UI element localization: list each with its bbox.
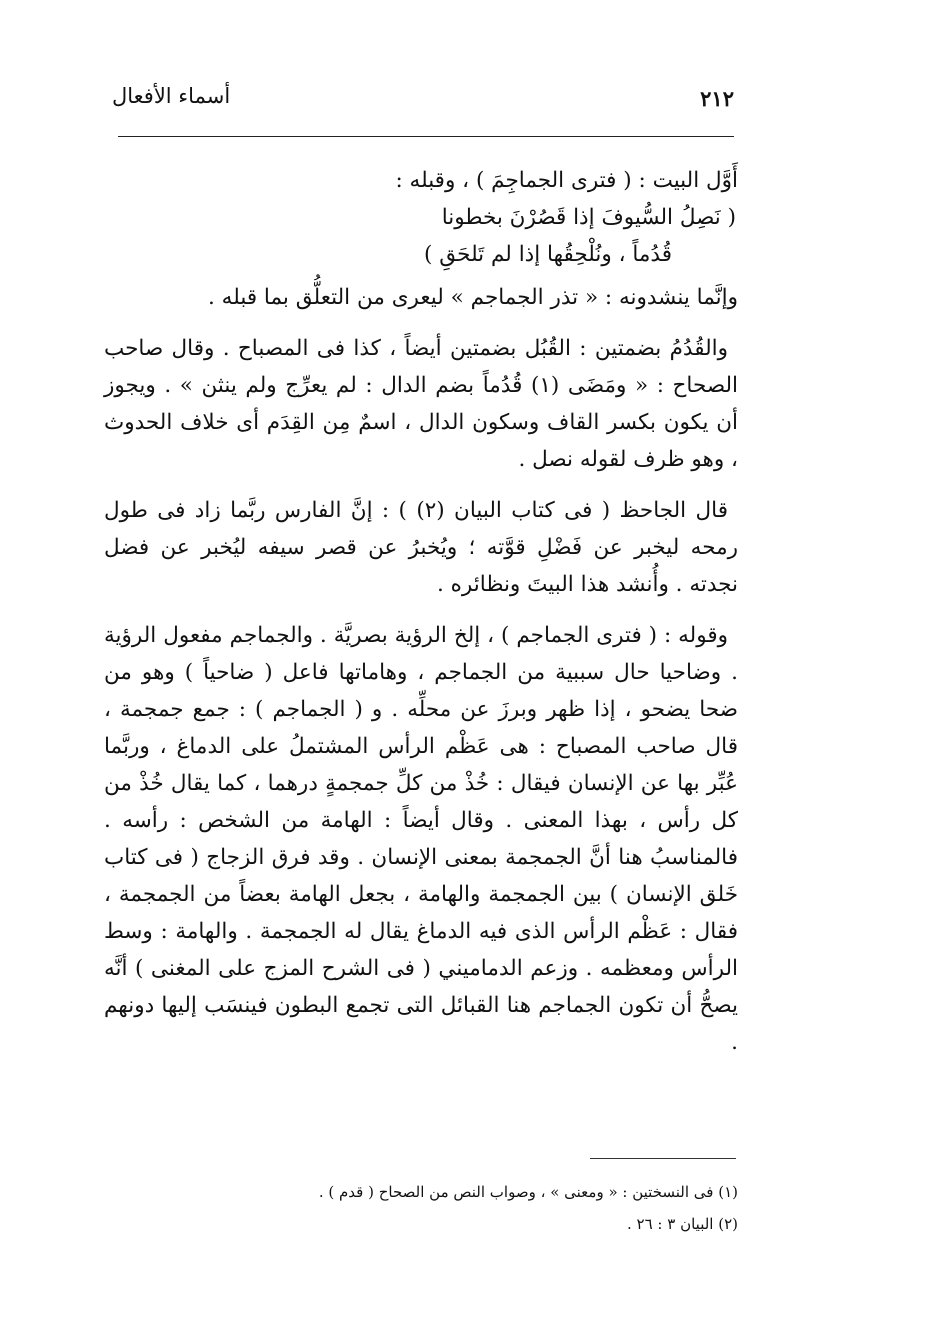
footnote-1: (١) فى النسختين : « ومعنى » ، وصواب النص من الصحاح ( قدم ) . [318,1183,738,1201]
page-header [112,78,734,118]
footnote-rule [590,1158,736,1159]
header-rule [118,136,734,137]
paragraph-qudum: والقُدُمُ بضمتين : القُبُل بضمتين أيضاً ، كذا فى المصباح . وقال صاحب الصحاح : « ومَضَى (١) قُدُماً بضم الدال : لم يعرِّج ولم ينثن » . ويجوز أن يكون بكسر القاف وسكون الدال ، اسمٌ مِن القِدَم أى خلاف الحدوث ، وهو ظرف لقوله نصل . [104,336,739,472]
verse-line-1: ( نَصِلُ السُّيوفَ إذا قَصُرْنَ بخطونا [441,205,736,230]
footnotes [190,1176,738,1240]
verse-line-2: قُدُماً ، ونُلْحِقُها إذا لم تَلحَقِ ) [424,242,672,267]
page-number: ٢١٢ [700,86,734,111]
running-title: أسماء الأفعال [112,84,231,108]
paragraph-jahiz: قال الجاحظ ( فى كتاب البيان (٢) ) : إنَّ الفارس ربَّما زاد فى طول رمحه ليخبر عن فَضْلِ قوَّته ؛ ويُخبرُ عن قصر سيفه ليُخبر عن فضل نجدته . وأُنشد هذا البيتَ ونظائره . [104,498,738,597]
footnote-2: (٢) البيان ٣ : ٢٦ . [626,1215,738,1233]
verse-intro: أَوَّل البيت : ( فترى الجماجِمَ ) ، وقبله : [395,168,738,193]
paragraph-jamajim: وقوله : ( فترى الجماجم ) ، إلخ الرؤية بصريَّة . والجماجم مفعول الرؤية . وضاحيا حال سببية من الجماجم ، وهاماتها فاعل ( ضاحياً ) وهو من ضحا يضحو ، إذا ظهر وبرزَ عن محلِّه . و ( الجماجم ) : جمع جمجمة ، قال صاحب المصباح : هى عَظْم الرأس المشتملُ على الدماغ ، وربَّما عُبِّر بها عن الإنسان فيقال : خُذْ من كلِّ جمجمةٍ درهما ، كما يقال خُذْ من كل رأس ، بهذا المعنى . وقال أيضاً : الهامة من الشخص : رأسه . فالمناسبُ هنا أنَّ الجمجمة بمعنى الإنسان . وقد فرق الزجاج ( فى كتاب خَلق الإنسان ) بين الجمجمة والهامة ، بجعل الهامة بعضاً من الجمجمة ، فقال : عَظْم الرأس الذى فيه الدماغ يقال له الجمجمة . والهامة : وسط الرأس ومعظمه . وزعم الدماميني ( فى الشرح المزج على المغنى ) أنَّه يصحُّ أن تكون الجماجم هنا القبائل التى تجمع البطون فينسَب إليها دونهم . [104,623,738,1055]
main-text [104,162,738,1061]
verse-note: وإنَّما ينشدونه : « تذر الجماجم » ليعرى من التعلُّق بما قبله . [208,285,738,310]
